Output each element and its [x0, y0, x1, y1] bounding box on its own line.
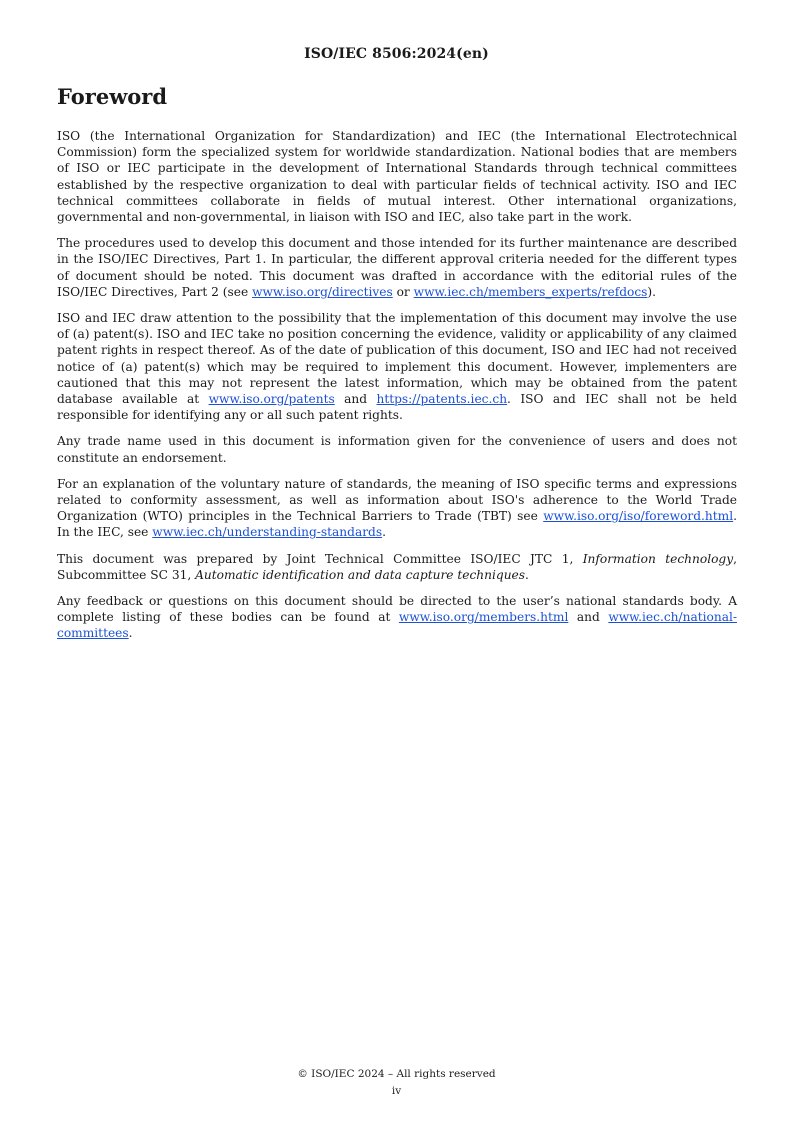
paragraph-text: . — [128, 626, 133, 641]
paragraph-text: Any feedback or questions on this document should be directed to the user’s national standards body. A complete listing of these bodies can be found at — [57, 594, 737, 625]
iso-directives-link[interactable]: www.iso.org/directives — [252, 284, 393, 299]
paragraph-text: . — [525, 567, 529, 582]
paragraph-procedures — [57, 235, 737, 300]
iec-understanding-standards-link[interactable]: www.iec.ch/understanding-standards — [152, 525, 383, 540]
document-id-header: ISO/IEC 8506:2024(en) — [304, 46, 489, 62]
paragraph-text: ISO and IEC draw attention to the possibility that the implementation of this document may involve the use of (a) patent(s). ISO and IEC take no position concerning the evidence, validity or applicability of any claimed patent rights in respect thereof. As of the date of publication of this document, ISO and IEC had not received notice of (a) patent(s) which may be required to implement this document. However, implementers are cautioned that this may not represent the latest information, which may be obtained from the patent database available at — [57, 311, 737, 407]
paragraph-trade-name: Any trade name used in this document is information given for the convenience of users and does not constitute an endorsement. — [57, 434, 737, 465]
paragraph-feedback — [57, 593, 737, 642]
paragraph-text: . In the IEC, see — [57, 509, 737, 540]
iso-members-link[interactable]: www.iso.org/members.html — [398, 610, 569, 625]
paragraph-text: or — [392, 284, 414, 299]
iec-national-committees-link[interactable]: www.iec.ch/national-committees — [57, 610, 738, 641]
iec-refdocs-link[interactable]: www.iec.ch/members_experts/refdocs — [413, 284, 648, 299]
paragraph-text: . — [382, 525, 386, 540]
paragraph-text: ). — [647, 284, 657, 299]
paragraph-text: For an explanation of the voluntary nature of standards, the meaning of ISO specific terms and expressions related to conformity assessment, as well as information about ISO's adherence to the World Trade Organization (WTO) principles in the Technical Barriers to Trade (TBT) see — [57, 476, 737, 524]
paragraph-organizations: ISO (the International Organization for Standardization) and IEC (the International Electrotechnical Commission) form the specialized system for worldwide standardization. National bodies that are members of ISO or IEC participate in the development of International Standards through technical committees established by the respective organization to deal with particular fields of technical activity. ISO and IEC technical committees collaborate in fields of mutual interest. Other international organizations, governmental and non-governmental, in liaison with ISO and IEC, also take part in the work. — [57, 129, 737, 225]
paragraph-text: and — [568, 610, 609, 625]
iso-foreword-link[interactable]: www.iso.org/iso/foreword.html — [543, 509, 734, 524]
paragraph-text: The procedures used to develop this document and those intended for its further maintenance are described in the ISO/IEC Directives, Part 1. In particular, the different approval criteria needed for the different types of document should be noted. This document was drafted in accordance with the editorial rules of the ISO/IEC Directives, Part 2 (see — [57, 236, 737, 299]
paragraph-text: and — [334, 392, 377, 407]
iec-patents-link[interactable]: https://patents.iec.ch — [376, 392, 508, 407]
paragraph-text: , Subcommittee SC 31, — [57, 551, 737, 582]
foreword-body — [57, 128, 737, 652]
paragraph-patents — [57, 310, 737, 423]
committee-title: Information technology — [582, 551, 734, 566]
page-footer — [0, 1066, 793, 1100]
iso-patents-link[interactable]: www.iso.org/patents — [208, 392, 335, 407]
paragraph-prepared-by — [57, 551, 737, 583]
page-number: iv — [391, 1085, 402, 1097]
subcommittee-title: Automatic identification and data capture techniques — [195, 567, 526, 582]
paragraph-voluntary-nature — [57, 476, 737, 541]
page-title: Foreword — [57, 84, 168, 109]
paragraph-text: . ISO and IEC shall not be held responsible for identifying any or all such patent rights. — [57, 392, 737, 423]
copyright-notice: © ISO/IEC 2024 – All rights reserved — [297, 1068, 496, 1080]
paragraph-text: This document was prepared by Joint Technical Committee ISO/IEC JTC 1, — [57, 551, 583, 566]
